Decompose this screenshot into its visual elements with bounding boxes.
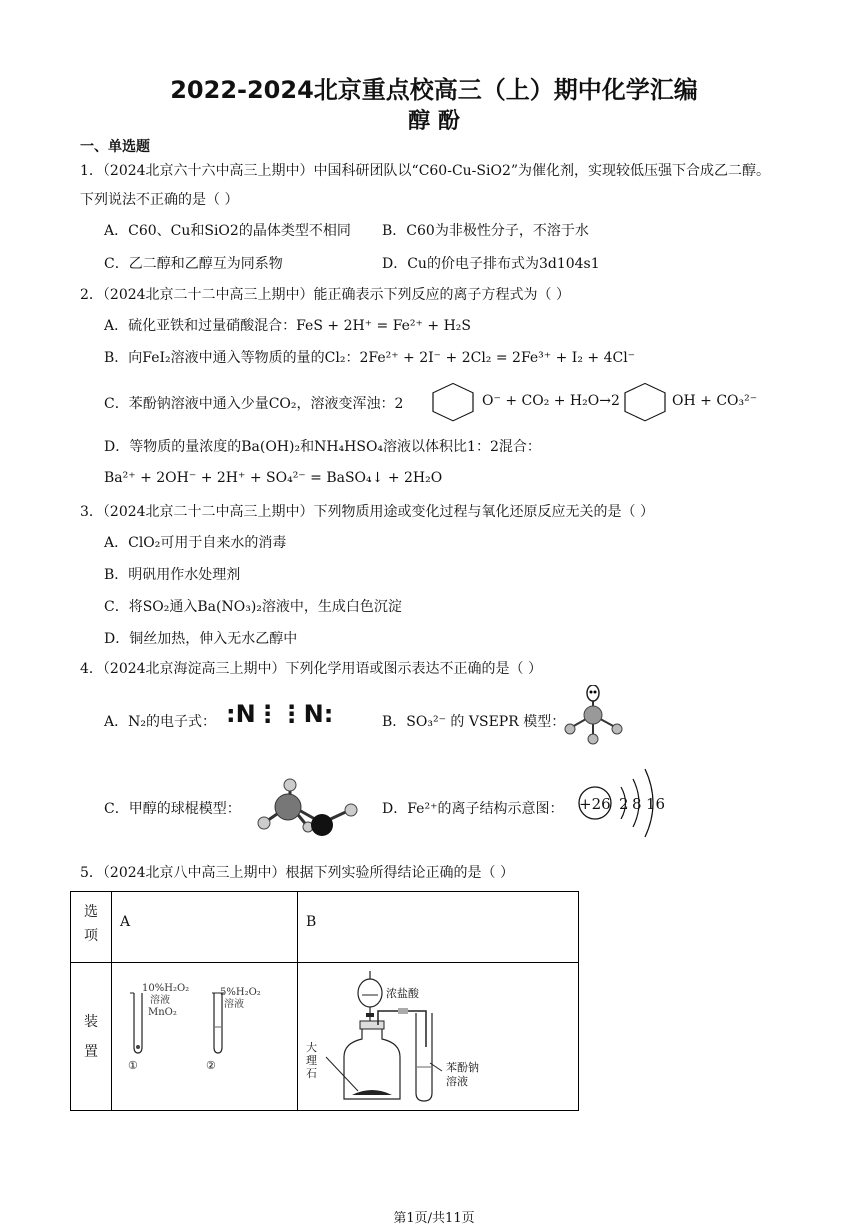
q1-stem-line2: 下列说法不正确的是（ ） [80, 192, 239, 208]
q1-option-a: A．C60、Cu和SiO2的晶体类型不相同 [104, 223, 351, 239]
q3-option-a: A．ClO₂可用于自来水的消毒 [104, 535, 287, 551]
q1-stem-line1: 1．（2024北京六十六中高三上期中）中国科研团队以“C60-Cu-SiO2”为催化剂，实现较低压强下合成乙二醇。 [80, 163, 771, 179]
q2-option-b: B．向FeI₂溶液中通入等物质的量的Cl₂：2Fe²⁺ + 2I⁻ + 2Cl₂ = 2Fe³⁺ + I₂ + 4Cl⁻ [104, 350, 636, 366]
q1-option-d: D．Cu的价电子排布式为3d104s1 [382, 256, 600, 272]
q4-option-b: B．SO₃²⁻ 的 VSEPR 模型： [382, 714, 566, 730]
tube1-label: 10%H₂O₂ 溶液 MnO₂ [142, 983, 190, 1018]
n2-electron-formula: :N⋮⋮N: [226, 700, 334, 728]
q2-option-c-mid: O⁻ + CO₂ + H₂O→2 [482, 393, 620, 409]
page-footer: 第1页/共11页 [393, 1211, 475, 1226]
benzene-ring-icon [620, 380, 670, 422]
page-title: 2022-2024北京重点校高三（上）期中化学汇编 [170, 76, 698, 104]
table-header-b: B [298, 892, 579, 963]
fe-shell-3: 16 [646, 795, 666, 813]
vsepr-model-icon [560, 685, 630, 745]
phenol-solution-label: 苯酚钠 溶液 [446, 1061, 479, 1088]
q4-option-d: D．Fe²⁺的离子结构示意图： [382, 801, 564, 817]
table-header-label: 选 项 [71, 892, 112, 963]
q1-option-c: C．乙二醇和乙醇互为同系物 [104, 256, 283, 272]
table-row-label: 装 置 [71, 963, 112, 1111]
acid-label: 浓盐酸 [386, 987, 419, 1000]
q1-option-b: B．C60为非极性分子，不溶于水 [382, 223, 589, 239]
tube2-label: 5%H₂O₂ 溶液 [220, 987, 261, 1010]
q2-option-a: A．硫化亚铁和过量硝酸混合：FeS + 2H⁺ = Fe²⁺ + H₂S [104, 318, 471, 334]
q3-stem: 3．（2024北京二十二中高三上期中）下列物质用途或变化过程与氧化还原反应无关的是（ ） [80, 504, 654, 520]
benzene-ring-icon [428, 380, 478, 422]
section-heading: 一、单选题 [80, 139, 150, 155]
q5-stem: 5．（2024北京八中高三上期中）根据下列实验所得结论正确的是（ ） [80, 865, 514, 881]
methanol-model-icon [250, 775, 360, 840]
q4-option-c: C．甲醇的球棍模型： [104, 801, 241, 817]
q3-option-c: C．将SO₂通入Ba(NO₃)₂溶液中，生成白色沉淀 [104, 599, 402, 615]
q3-option-b: B．明矾用作水处理剂 [104, 567, 241, 583]
q3-option-d: D．铜丝加热，伸入无水乙醇中 [104, 631, 298, 647]
tube1-number: ① [128, 1059, 138, 1072]
fe-shell-2: 8 [632, 795, 642, 813]
q2-option-d-equation: Ba²⁺ + 2OH⁻ + 2H⁺ + SO₄²⁻ = BaSO₄↓ + 2H₂O [104, 470, 443, 486]
q2-option-c-suffix: OH + CO₃²⁻ [672, 393, 758, 409]
q2-stem: 2．（2024北京二十二中高三上期中）能正确表示下列反应的离子方程式为（ ） [80, 287, 570, 303]
marble-label: 大 理 石 [306, 1041, 317, 1080]
q4-option-a: A．N₂的电子式： [104, 714, 216, 730]
page-subtitle: 醇 酚 [408, 109, 460, 134]
q4-stem: 4．（2024北京海淀高三上期中）下列化学用语或图示表达不正确的是（ ） [80, 661, 542, 677]
q2-option-c-prefix: C．苯酚钠溶液中通入少量CO₂，溶液变浑浊：2 [104, 396, 404, 412]
experiment-table [70, 891, 579, 1111]
fe-shell-1: 2 [619, 795, 629, 813]
table-header-a: A [112, 892, 298, 963]
figure-b-cell [298, 963, 579, 1111]
tube2-number: ② [206, 1059, 216, 1072]
figure-a-cell [112, 963, 298, 1111]
q2-option-d: D．等物质的量浓度的Ba(OH)₂和NH₄HSO₄溶液以体积比1：2混合： [104, 439, 541, 455]
fe-nucleus-label: +26 [579, 795, 611, 813]
